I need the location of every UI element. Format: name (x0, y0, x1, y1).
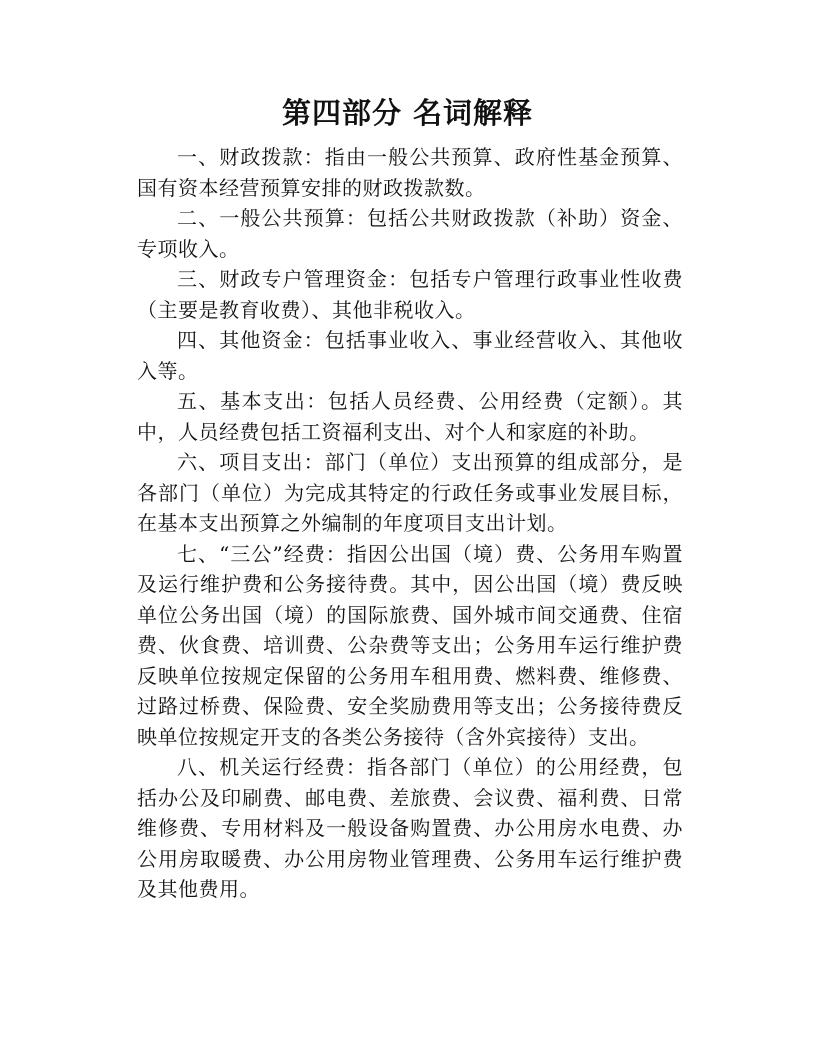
paragraph-other-funds: 四、其他资金：包括事业收入、事业经营收入、其他收入等。 (137, 328, 683, 383)
paragraph-special-account-funds: 三、财政专户管理资金：包括专户管理行政事业性收费（主要是教育收费）、其他非税收入。 (137, 267, 683, 322)
page-title: 第四部分 名词解释 (281, 96, 534, 130)
paragraph-operating-expenses: 八、机关运行经费：指各部门（单位）的公用经费，包括办公及印刷费、邮电费、差旅费、会议费、福利费、日常维修费、专用材料及一般设备购置费、办公用房水电费、办公用房取暖费、办公用房物业管理费、公务用车运行维护费及其他费用。 (137, 755, 683, 901)
paragraph-project-expenditure: 六、项目支出：部门（单位）支出预算的组成部分，是各部门（单位）为完成其特定的行政任务或事业发展目标，在基本支出预算之外编制的年度项目支出计划。 (137, 450, 683, 535)
document-body (137, 142, 683, 905)
paragraph-fiscal-appropriation: 一、财政拨款：指由一般公共预算、政府性基金预算、国有资本经营预算安排的财政拨款数。 (137, 145, 683, 200)
paragraph-general-public-budget: 二、一般公共预算：包括公共财政拨款（补助）资金、专项收入。 (137, 206, 683, 261)
paragraph-basic-expenditure: 五、基本支出：包括人员经费、公用经费（定额）。其中，人员经费包括工资福利支出、对个人和家庭的补助。 (137, 389, 683, 444)
paragraph-three-public-expenses: 七、“三公”经费：指因公出国（境）费、公务用车购置及运行维护费和公务接待费。其中，因公出国（境）费反映单位公务出国（境）的国际旅费、国外城市间交通费、住宿费、伙食费、培训费、公杂费等支出；公务用车运行维护费反映单位按规定保留的公务用车租用费、燃料费、维修费、过路过桥费、保险费、安全奖励费用等支出；公务接待费反映单位按规定开支的各类公务接待（含外宾接待）支出。 (137, 541, 683, 749)
